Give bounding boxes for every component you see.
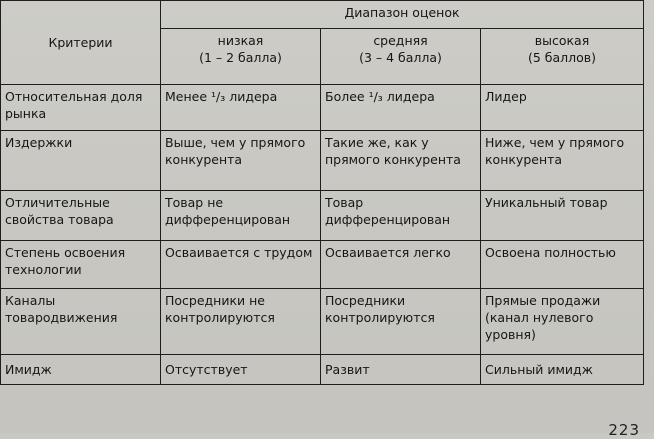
row-criterion: Каналы товародвижения	[1, 289, 161, 355]
level-name: высокая	[534, 33, 590, 48]
table-row	[1, 191, 644, 241]
level-name: средняя	[373, 33, 428, 48]
cell-low: Товар не дифференцирован	[161, 191, 321, 241]
cell-medium: Такие же, как у прямого конкурента	[321, 131, 481, 191]
row-criterion: Степень освоения технологии	[1, 241, 161, 289]
row-criterion: Относительная доля рынка	[1, 85, 161, 131]
table-row	[1, 241, 644, 289]
level-points: (1 – 2 балла)	[199, 50, 282, 65]
table-row	[1, 85, 644, 131]
cell-medium: Развит	[321, 355, 481, 385]
row-criterion: Издержки	[1, 131, 161, 191]
cell-low: Осваивается с трудом	[161, 241, 321, 289]
header-level-high	[481, 29, 644, 85]
cell-low: Выше, чем у прямого конкурента	[161, 131, 321, 191]
cell-high: Лидер	[481, 85, 644, 131]
table-row	[1, 355, 644, 385]
cell-medium: Товар дифференцирован	[321, 191, 481, 241]
cell-low: Менее ¹/₃ лидера	[161, 85, 321, 131]
cell-medium: Более ¹/₃ лидера	[321, 85, 481, 131]
table-row	[1, 289, 644, 355]
header-level-low	[161, 29, 321, 85]
level-points: (5 баллов)	[527, 50, 597, 65]
header-criteria: Критерии	[1, 1, 161, 85]
cell-high: Сильный имидж	[481, 355, 644, 385]
table-row	[1, 131, 644, 191]
cell-low: Посредники не контролируются	[161, 289, 321, 355]
level-name: низкая	[217, 33, 264, 48]
cell-medium: Посредники контролируются	[321, 289, 481, 355]
cell-medium: Осваивается легко	[321, 241, 481, 289]
cell-high: Освоена полностью	[481, 241, 644, 289]
cell-high: Прямые продажи (канал нулевого уровня)	[481, 289, 644, 355]
row-criterion: Отличительные свойства товара	[1, 191, 161, 241]
page-number: 223	[608, 421, 640, 439]
header-level-medium	[321, 29, 481, 85]
row-criterion: Имидж	[1, 355, 161, 385]
cell-low: Отсутствует	[161, 355, 321, 385]
header-range: Диапазон оценок	[161, 1, 644, 29]
cell-high: Уникальный товар	[481, 191, 644, 241]
cell-high: Ниже, чем у прямого конкурента	[481, 131, 644, 191]
level-points: (3 – 4 балла)	[359, 50, 442, 65]
